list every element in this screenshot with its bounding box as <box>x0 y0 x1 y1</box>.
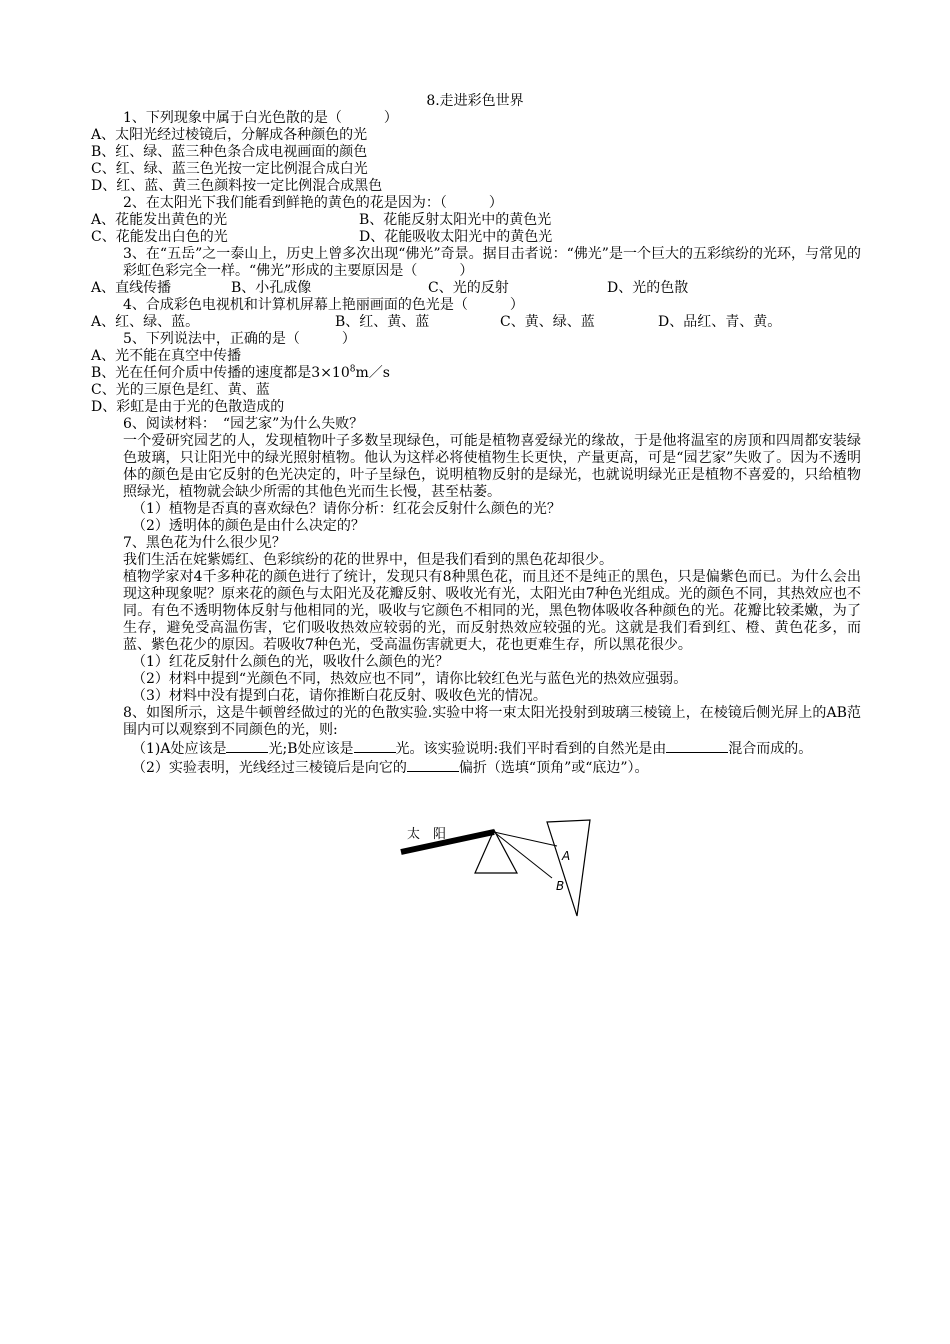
q5-option-b-unit: m／s <box>355 365 390 381</box>
q2-options-row-2 <box>91 229 861 246</box>
worksheet-body <box>91 110 861 777</box>
q2-options-row-1 <box>91 212 861 229</box>
q1-option-c: C、红、绿、蓝三色光按一定比例混合成白光 <box>91 161 368 177</box>
point-b-label: B <box>556 879 565 893</box>
q7-subquestion-1: （1）红花反射什么颜色的光，吸收什么颜色的光？ <box>132 654 449 670</box>
answer-blank-natural-light[interactable] <box>666 739 728 753</box>
q5-option-d: D、彩虹是由于光的色散造成的 <box>91 399 285 415</box>
q4-option-a: A、红、绿、蓝。 <box>91 314 200 330</box>
q3-option-a: A、直线传播 <box>91 280 172 296</box>
q7-subquestion-2: （2）材料中提到“光颜色不同，热效应也不同”，请你比较红色光与蓝色光的热效应强弱。 <box>132 671 688 687</box>
answer-blank-deflection[interactable] <box>407 758 459 772</box>
q4-options-row <box>91 314 861 331</box>
q6-subquestion-2: （2）透明体的颜色是由什么决定的？ <box>132 518 365 534</box>
q8-s1-part-d: 混合而成的。 <box>728 741 813 757</box>
q8-stem: 8、如图所示，这是牛顿曾经做过的光的色散实验.实验中将一束太阳光投射到玻璃三棱镜上，在棱镜后侧光屏上的AB范围内可以观察到不同颜色的光，则: <box>123 705 861 738</box>
prism-dispersion-figure <box>397 818 597 918</box>
q1-option-a: A、太阳光经过棱镜后，分解成各种颜色的光 <box>91 127 368 143</box>
q4-option-b: B、红、黄、蓝 <box>335 314 430 330</box>
q5-option-b <box>91 365 861 382</box>
q4-option-c: C、黄、绿、蓝 <box>500 314 595 330</box>
q6-stem: 6、阅读材料： “园艺家”为什么失败？ <box>123 416 364 432</box>
q7-stem: 7、黑色花为什么很少见？ <box>123 535 286 551</box>
q4-option-d: D、品红、青、黄。 <box>658 314 782 330</box>
q3-options-row <box>91 280 861 297</box>
q7-paragraph-2: 植物学家对4千多种花的颜色进行了统计，发现只有8种黑色花，而且还不是纯正的黑色，只是偏紫色而已。为什么会出现这种现象呢？原来花的颜色与太阳光及花瓣反射、吸收光有光，太阳光由7种色光组成。光的颜色不同，其热效应也不同。有色不透明物体反射与他相同的光，吸收与它颜色不相同的光，黑色物体吸收各种颜色的光。花瓣比较柔嫩，为了生存，避免受高温伤害，它们吸收热效应较弱的光，而反射热效应较强的光。这就是我们看到红、橙、黄色花多，而蓝、紫色花少的原因。若吸收7种色光，受高温伤害就更大，花也更难生存，所以黑花很少。 <box>123 569 861 653</box>
q8-s2-part-b: 偏折（选填“顶角”或“底边”）。 <box>458 760 649 776</box>
q3-stem: 3、在“五岳”之一泰山上，历史上曾多次出现“佛光”奇景。据目击者说：“佛光”是一个巨大的五彩缤纷的光环，与常见的彩虹色彩完全一样。“佛光”形成的主要原因是（ ） <box>123 246 861 279</box>
q5-option-a: A、光不能在真空中传播 <box>91 348 242 364</box>
q2-option-c: C、花能发出白色的光 <box>91 229 228 245</box>
q5-stem: 5、下列说法中，正确的是（ ） <box>123 331 356 347</box>
q2-option-b: B、花能反射太阳光中的黄色光 <box>359 212 552 228</box>
q2-stem: 2、在太阳光下我们能看到鲜艳的黄色的花是因为：（ ） <box>123 195 503 211</box>
q8-s1-part-b: 光;B处应该是 <box>268 741 354 757</box>
q3-option-c: C、光的反射 <box>428 280 509 296</box>
q3-option-d: D、光的色散 <box>607 280 689 296</box>
q7-paragraph-1: 我们生活在姹紫嫣红、色彩缤纷的花的世界中，但是我们看到的黑色花却很少。 <box>123 552 613 568</box>
q6-subquestion-1: （1）植物是否真的喜欢绿色？请你分析：红花会反射什么颜色的光？ <box>132 501 561 517</box>
q2-option-d: D、花能吸收太阳光中的黄色光 <box>359 229 553 245</box>
q1-stem: 1、下列现象中属于白光色散的是（ ） <box>123 110 398 126</box>
point-a-label: A <box>562 849 571 863</box>
q8-s1-part-a: （1)A处应该是 <box>132 741 227 757</box>
q8-s2-part-a: （2）实验表明，光线经过三棱镜后是向它的 <box>132 760 407 776</box>
q1-option-b: B、红、绿、蓝三种色条合成电视画面的颜色 <box>91 144 368 160</box>
answer-blank-a[interactable] <box>226 739 268 753</box>
q5-option-b-exponent: 8 <box>349 364 356 375</box>
answer-blank-b[interactable] <box>354 739 396 753</box>
q5-option-b-text: B、光在任何介质中传播的速度都是3×10 <box>91 365 350 381</box>
q8-subquestion-1 <box>91 739 861 758</box>
light-screen <box>547 820 590 916</box>
q4-stem: 4、合成彩色电视机和计算机屏幕上艳丽画面的色光是（ ） <box>123 297 524 313</box>
q8-subquestion-2 <box>91 758 861 777</box>
page-title: 8.走进彩色世界 <box>426 93 524 109</box>
q1-option-d: D、红、蓝、黄三色颜料按一定比例混合成黑色 <box>91 178 383 194</box>
q7-subquestion-3: （3）材料中没有提到白花，请你推断白花反射、吸收色光的情况。 <box>132 688 547 704</box>
q3-option-b: B、小孔成像 <box>231 280 312 296</box>
q5-option-c: C、光的三原色是红、黄、蓝 <box>91 382 270 398</box>
q2-option-a: A、花能发出黄色的光 <box>91 212 228 228</box>
sun-label: 太 阳 <box>407 827 447 842</box>
q8-s1-part-c: 光。该实验说明:我们平时看到的自然光是由 <box>395 741 667 757</box>
q6-passage: 一个爱研究园艺的人，发现植物叶子多数呈现绿色，可能是植物喜爱绿光的缘故，于是他将温室的房顶和四周都安装绿色玻璃，只让阳光中的绿光照射植物。他认为这样必将使植物生长更快，产量更高，可是“园艺家”失败了。因为不透明体的颜色是由它反射的色光决定的，叶子呈绿色，说明植物反射的是绿光，也就说明绿光正是植物不喜爱的，只给植物照绿光，植物就会缺少所需的其他色光而生长慢，甚至枯萎。 <box>123 433 861 500</box>
